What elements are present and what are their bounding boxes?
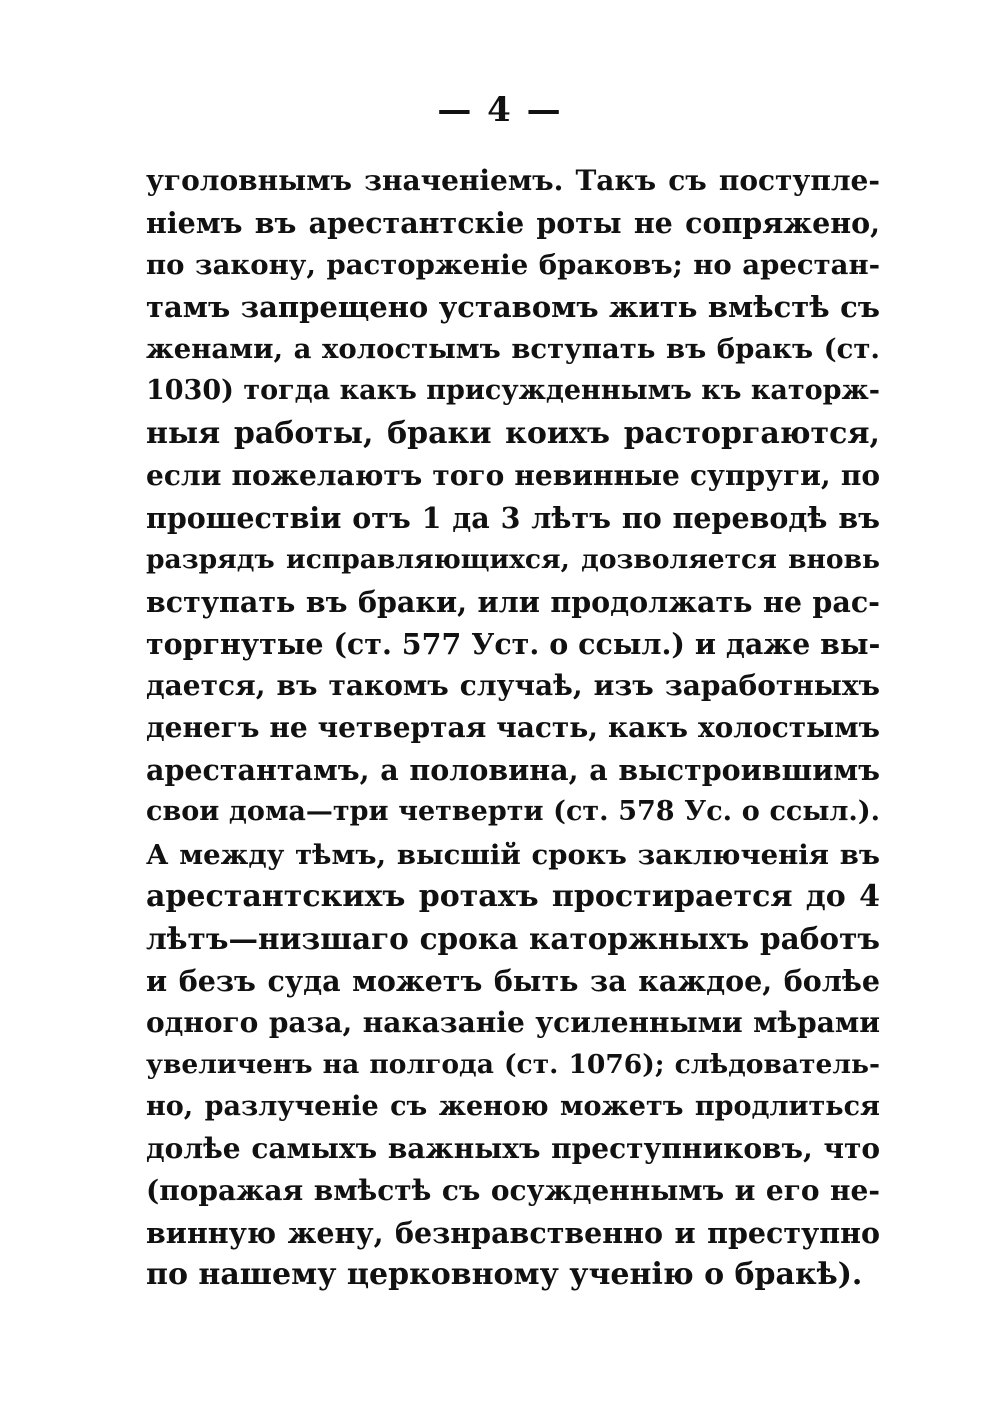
text-line: тамъ запрещено уставомъ жить вмѣстѣ съ: [146, 290, 880, 325]
text-line: винную жену, безнравственно и преступно: [146, 1216, 880, 1251]
text-line: дается, въ такомъ случаѣ, изъ заработныхъ: [146, 669, 880, 703]
text-line: одного раза, наказанiе усиленными мѣрами: [146, 1005, 880, 1039]
text-line: А между тѣмъ, высшiй срокъ заключенiя въ: [146, 838, 880, 871]
text-line: арестантамъ, а половина, а выстроившимъ: [146, 753, 880, 788]
text-line: денегъ не четвертая часть, какъ холостымъ: [146, 711, 880, 745]
text-line: 1030) тогда какъ присужденнымъ къ каторж-: [146, 375, 880, 407]
text-line: ныя работы, браки коихъ расторгаются,: [146, 415, 880, 451]
text-line: разрядъ исправляющихся, дозволяется вновь: [146, 543, 880, 575]
text-line: увеличенъ на полгода (ст. 1076); слѣдователь-: [146, 1048, 880, 1080]
text-line: если пожелаютъ того невинные супруги, по: [146, 458, 880, 492]
text-line: женами, а холостымъ вступать въ бракъ (ст.: [146, 333, 880, 366]
text-line: по закону, расторженiе браковъ; но арестан-: [146, 249, 880, 282]
text-line: свои дома—три четверти (ст. 578 Ус. о ссыл.).: [146, 796, 880, 828]
text-line: прошествiи отъ 1 да 3 лѣтъ по переводѣ въ: [146, 500, 880, 535]
text-line: долѣе самыхъ важныхъ преступниковъ, что: [146, 1132, 880, 1166]
body-text: [146, 160, 880, 1297]
page-number: — 4 —: [437, 90, 563, 130]
text-line: и безъ суда можетъ быть за каждое, болѣе: [146, 963, 880, 998]
text-line: нiемъ въ арестантскiе роты не сопряжено,: [146, 206, 880, 241]
text-line: (поражая вмѣстѣ съ осужденнымъ и его не-: [146, 1174, 880, 1208]
text-line: но, разлученiе съ женою можетъ продлиться: [146, 1091, 880, 1123]
text-line: торгнутые (ст. 577 Уст. о ссыл.) и даже вы-: [146, 627, 880, 662]
text-line: лѣтъ—низшаго срока каторжныхъ работъ: [146, 920, 880, 956]
text-line: арестантскихъ ротахъ простирается до 4: [146, 878, 880, 914]
text-line: уголовнымъ значенiемъ. Такъ съ поступле-: [146, 164, 880, 197]
text-line: по нашему церковному ученiю о бракѣ).: [146, 1257, 863, 1293]
text-line: вступать въ браки, или продолжать не рас-: [146, 584, 880, 619]
